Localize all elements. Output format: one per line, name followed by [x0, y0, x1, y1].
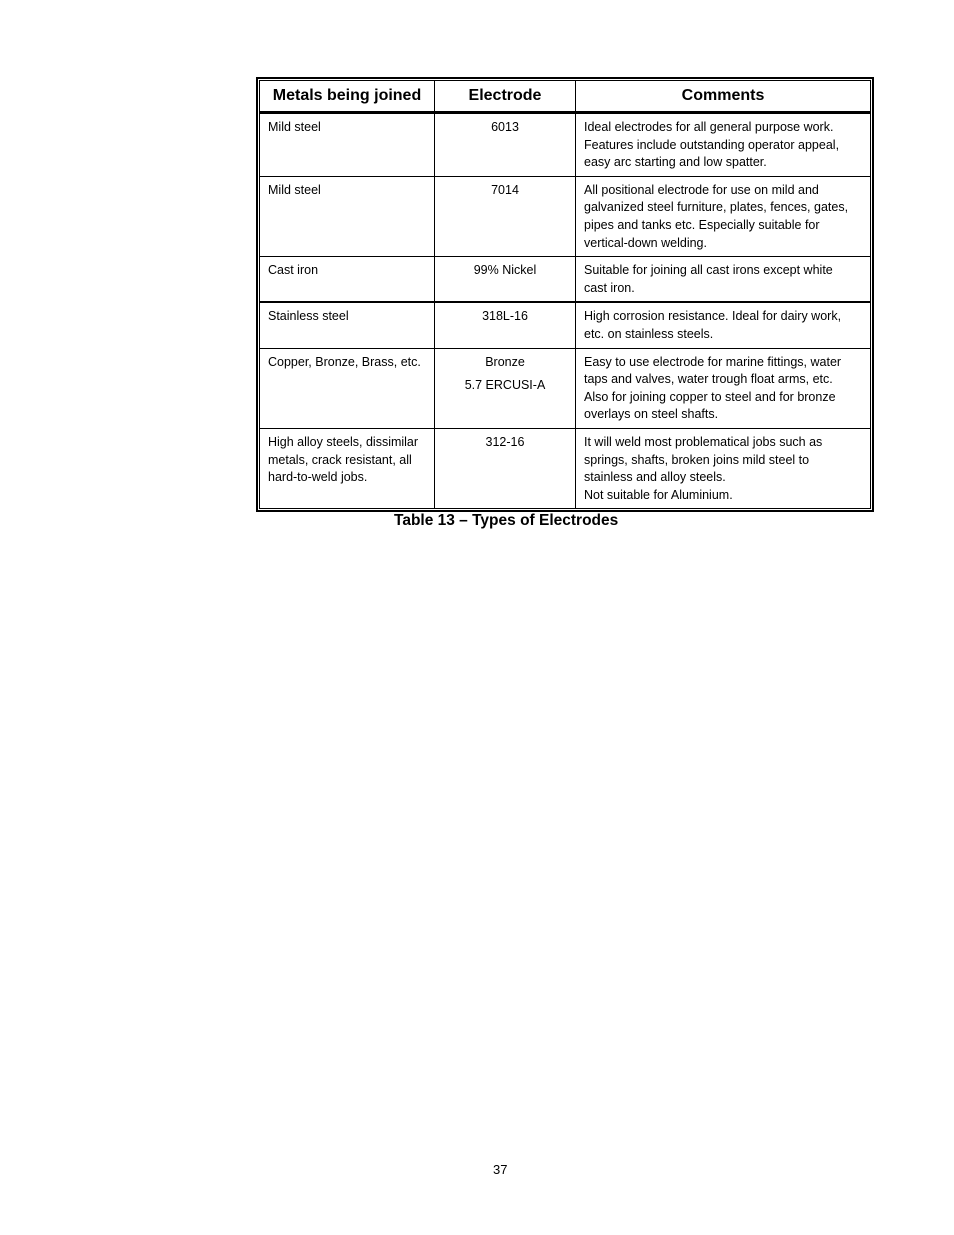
electrode-cell: [435, 302, 576, 348]
metal-text: High alloy steels, dissimilar: [268, 434, 419, 449]
metal-text: hard-to-weld jobs.: [268, 470, 368, 485]
table-row: [260, 257, 871, 303]
electrode-cell: [435, 348, 576, 428]
table-row: [260, 113, 871, 177]
comment-line: Also for joining copper to steel and for bronze: [584, 389, 836, 404]
comment-line: Features include outstanding operator appeal,: [584, 137, 840, 152]
metal-text: metals, crack resistant, all: [268, 452, 412, 467]
comment-line: Ideal electrodes for all general purpose work.: [584, 120, 834, 134]
comment-line: overlays on steel shafts.: [584, 407, 719, 422]
electrode-text: 312-16: [485, 434, 525, 449]
comment-cell: [576, 113, 871, 177]
header-electrode: Electrode: [435, 81, 576, 113]
electrode-text: 5.7 ERCUSI-A: [464, 378, 546, 393]
metal-cell: [260, 302, 435, 348]
electrode-text: 99% Nickel: [473, 263, 537, 278]
comment-cell: [576, 348, 871, 428]
metal-cell: [260, 113, 435, 177]
comment-line: High corrosion resistance. Ideal for dairy work,: [584, 309, 842, 324]
comment-cell: [576, 428, 871, 508]
comment-cell: [576, 257, 871, 303]
comment-line: stainless and alloy steels.: [584, 470, 726, 485]
metal-cell: [260, 348, 435, 428]
electrode-text: 318L-16: [482, 309, 528, 324]
comment-line: Not suitable for Aluminium.: [584, 487, 733, 502]
electrode-cell: [435, 113, 576, 177]
metal-text: Stainless steel: [268, 309, 349, 324]
table-row: [260, 428, 871, 508]
electrode-cell: [435, 257, 576, 303]
electrode-cell: [435, 428, 576, 508]
comment-line: galvanized steel furniture, plates, fences, gates,: [584, 200, 849, 215]
comment-line: It will weld most problematical jobs such as: [584, 434, 823, 449]
electrode-table-frame: [256, 77, 874, 512]
header-metals: Metals being joined: [260, 81, 435, 113]
comment-line: springs, shafts, broken joins mild steel to: [584, 452, 810, 467]
metal-cell: [260, 176, 435, 256]
comment-line: All positional electrode for use on mild and: [584, 182, 819, 197]
comment-line: pipes and tanks etc. Especially suitable for: [584, 217, 820, 232]
comment-line: taps and valves, water trough float arms, etc.: [584, 372, 833, 387]
comment-cell: [576, 302, 871, 348]
table-caption: Table 13 – Types of Electrodes: [394, 512, 619, 529]
electrode-text: Bronze: [485, 354, 525, 369]
comment-line: etc. on stainless steels.: [584, 326, 714, 341]
comment-line: Easy to use electrode for marine fittings, water: [584, 354, 842, 369]
electrode-table: [259, 80, 871, 509]
comment-line: vertical-down welding.: [584, 235, 707, 250]
table-row: [260, 302, 871, 348]
table-row: [260, 348, 871, 428]
table-row: [260, 176, 871, 256]
comment-line: Suitable for joining all cast irons except white: [584, 263, 833, 278]
comment-line: cast iron.: [584, 280, 635, 295]
comment-line: easy arc starting and low spatter.: [584, 155, 767, 170]
comment-cell: [576, 176, 871, 256]
page-number: 37: [493, 1162, 508, 1177]
electrode-cell: [435, 176, 576, 256]
electrode-text: 7014: [491, 182, 519, 197]
header-comments: Comments: [576, 81, 871, 113]
metal-text: Mild steel: [268, 120, 321, 134]
electrode-text: 6013: [491, 120, 519, 134]
metal-cell: [260, 257, 435, 303]
metal-text: Mild steel: [268, 182, 321, 197]
metal-text: Cast iron: [268, 263, 319, 278]
table-header-row: [260, 81, 871, 113]
metal-cell: [260, 428, 435, 508]
metal-text: Copper, Bronze, Brass, etc.: [268, 354, 421, 369]
